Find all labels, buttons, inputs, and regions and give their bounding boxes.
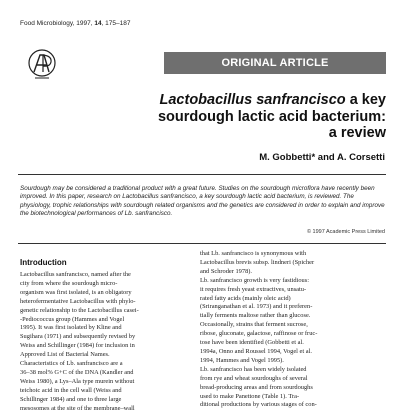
right-column bbox=[200, 250, 386, 410]
journal-name: Food Microbiology bbox=[20, 20, 73, 27]
title-line-1-rest: a key bbox=[345, 92, 386, 108]
authors: M. Gobbetti* and A. Corsetti bbox=[259, 152, 385, 163]
text-line: Schillinger 1984) and one to three large bbox=[20, 395, 122, 403]
title-line-2: sourdough lactic acid bacterium: bbox=[157, 108, 386, 125]
text-line: it requires fresh yeast extractives, unsatu- bbox=[200, 285, 307, 293]
text-line: Lb. sanfrancisco growth is very fastidious: bbox=[200, 276, 309, 284]
text-line: bread-producing areas and from sourdoughs bbox=[200, 383, 313, 391]
text-line: 1994, Hammes and Vogel 1995). bbox=[200, 356, 284, 364]
text-line: 36–38 mol% G+C of the DNA (Kandler and bbox=[20, 368, 134, 376]
text-line: Lactobacillus brevis subsp. lindneri (Spicher bbox=[200, 258, 315, 266]
journal-citation bbox=[20, 20, 130, 27]
text-line: Occasionally, strains that ferment sucrose, bbox=[200, 321, 308, 329]
text-line: city from where the sourdough micro- bbox=[20, 279, 118, 287]
top-divider bbox=[18, 174, 386, 175]
text-line: and Schroder 1978). bbox=[200, 267, 252, 275]
text-line: 1995). It was first isolated by Kline and bbox=[20, 324, 122, 332]
text-line: Weiss and Schillinger (1984) for inclusion in bbox=[20, 342, 135, 350]
text-line: mesosomes at the site of the membrane–wall bbox=[20, 404, 135, 412]
text-line: genetic relationship to the Lactobacillus casei- bbox=[20, 306, 139, 314]
text-line: Sugihara (1971) and subsequently revised by bbox=[20, 333, 136, 341]
abstract: Sourdough may be considered a traditional product with a great future. Studies on the sourdough microflora have recently been improved. In this paper, research on Lactobacillus sanfrancisco, a key sourdough lactic acid bacterium, is reviewed. The physiology, trophic relationships with sourdough related organisms and the genetics are considered in order to explain and improve the biotechnological performances of Lb. sanfrancisco. bbox=[20, 185, 385, 217]
text-line: heterofermentative Lactobacillus with phylo- bbox=[20, 297, 136, 305]
text-line: Approved List of Bacterial Names. bbox=[20, 351, 110, 359]
text-line: Weiss 1980), a Lys–Ala type murein without bbox=[20, 377, 135, 385]
elsevier-ap-logo-icon bbox=[27, 48, 57, 80]
text-line: from rye and wheat sourdoughs of several bbox=[200, 374, 308, 382]
bottom-divider bbox=[18, 243, 386, 244]
title-organism: Lactobacillus sanfrancisco bbox=[159, 92, 346, 108]
text-line: tose have been identified (Gobbetti et al. bbox=[200, 339, 304, 347]
left-column bbox=[20, 271, 172, 414]
article-type-banner bbox=[164, 52, 386, 74]
text-line: Lactobacillus sanfrancisco, named after the bbox=[20, 271, 131, 278]
journal-pages: , 175–187 bbox=[101, 20, 131, 27]
text-line: organism was first isolated, is an obligatory bbox=[20, 288, 132, 296]
title-line-3: a review bbox=[328, 125, 386, 141]
text-line: that Lb. sanfrancisco is synonymous with bbox=[200, 250, 307, 257]
text-line: (Sriranganathan et al. 1973) and it preferen- bbox=[200, 303, 313, 311]
text-line: ribose, gluconate, galactose, raffinose or fruc- bbox=[200, 330, 318, 338]
copyright: © 1997 Academic Press Limited bbox=[306, 229, 385, 235]
section-heading: Introduction bbox=[20, 258, 67, 267]
journal-volume: 14 bbox=[94, 20, 102, 27]
article-type-label: ORIGINAL ARTICLE bbox=[221, 57, 329, 69]
text-line: -Pediococcus group (Hammes and Vogel bbox=[20, 315, 125, 323]
text-line: used to make Panettone (Table 1). Tra- bbox=[200, 392, 300, 400]
text-line: Characteristics of Lb. sanfrancisco are a bbox=[20, 360, 123, 368]
journal-year: , 1997, bbox=[72, 20, 95, 27]
article-title bbox=[86, 92, 386, 142]
text-line: teichoic acid in the cell wall (Weiss and bbox=[20, 386, 122, 394]
text-line: rated fatty acids (mainly oleic acid) bbox=[200, 294, 291, 302]
title-line-1 bbox=[86, 92, 386, 109]
text-line: tially ferments maltose rather than glucose. bbox=[200, 312, 311, 320]
text-line: Lb. sanfrancisco has been widely isolated bbox=[200, 365, 307, 373]
text-line: 1994a, Onno and Roussel 1994, Vogel et al. bbox=[200, 347, 312, 355]
text-line: ditional productions by various stages of con- bbox=[200, 401, 317, 409]
